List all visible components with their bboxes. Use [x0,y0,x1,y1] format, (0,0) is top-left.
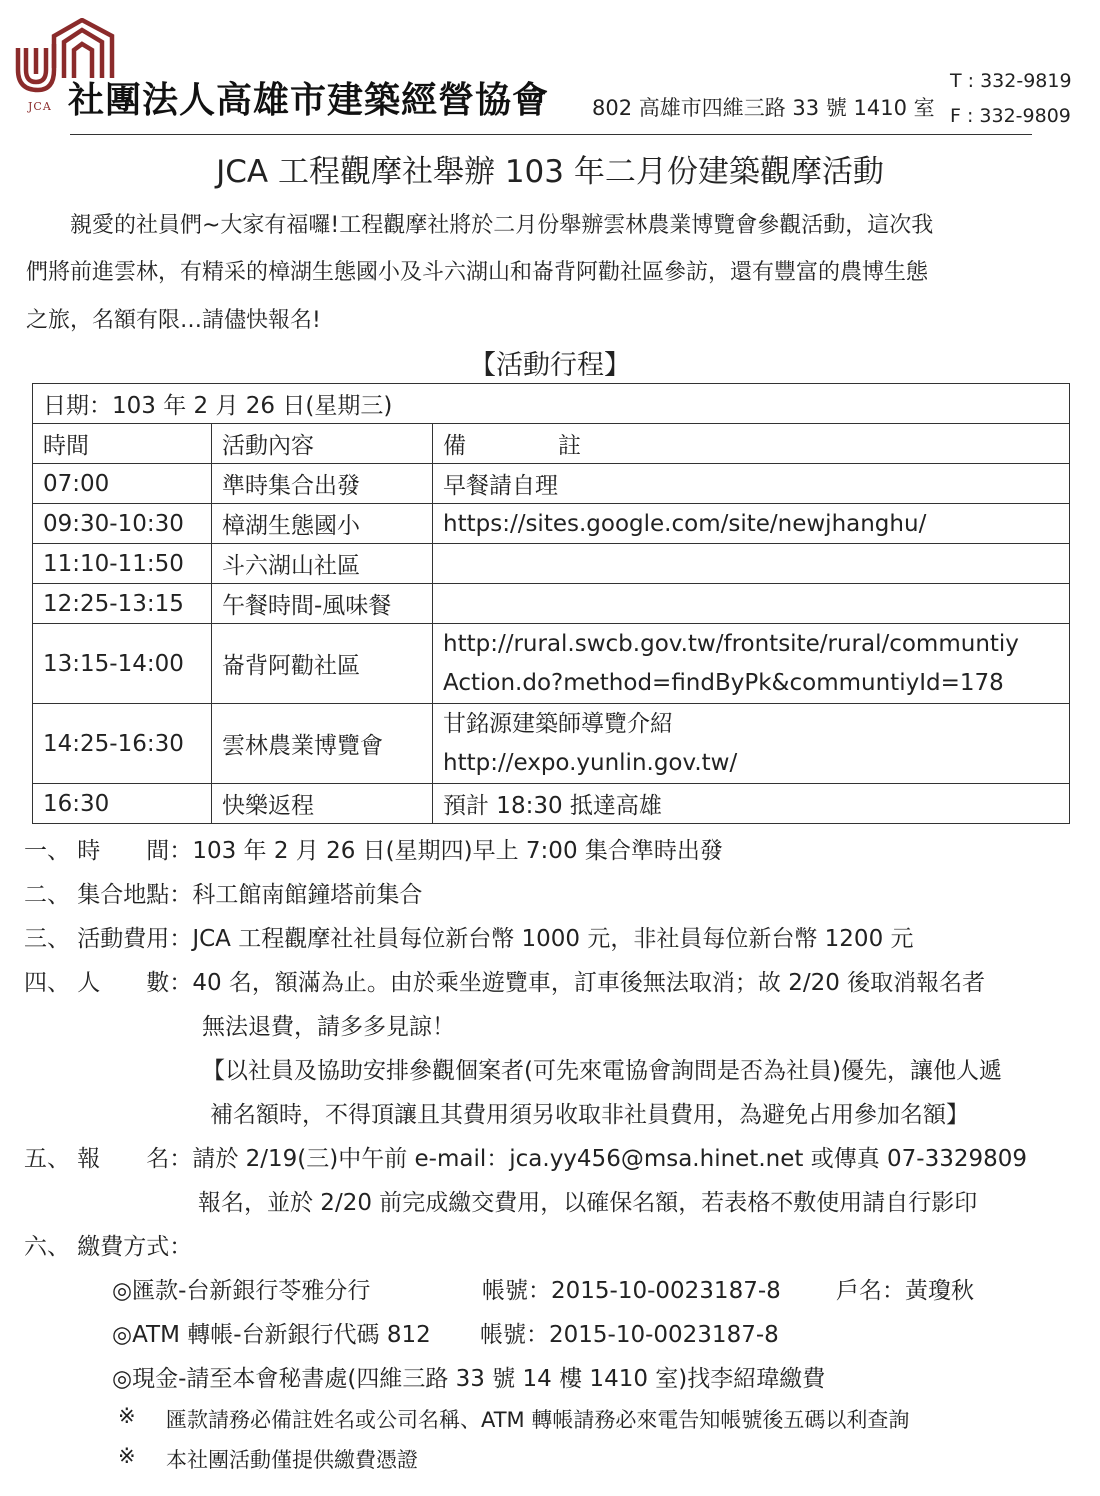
info-time [24,832,723,865]
schedule-heading: 【活動行程】 [469,350,631,381]
note-mark-1: ※ [118,1404,136,1428]
payment-atm-account: 帳號：2015-10-0023187-8 [480,1322,779,1348]
row-time: 12:25-13:15 [33,584,212,624]
row-activity: 樟湖生態國小 [212,504,433,544]
payment-atm: ◎ATM 轉帳-台新銀行代碼 812 [112,1322,431,1348]
table-row [33,504,1070,544]
row-note [433,624,1070,704]
row-note-link-line-2[interactable]: Action.do?method=findByPk&communtiyId=178 [443,669,1004,696]
payment-remit-account: 帳號：2015-10-0023187-8 [482,1278,781,1304]
telephone-number: T : 332-9819 [950,70,1072,92]
row-note: 預計 18:30 抵達高雄 [433,784,1070,824]
header-activity: 活動內容 [212,424,433,464]
info-place [24,876,422,909]
info-count-line-2: 無法退費，請多多見諒！ [202,1014,455,1040]
table-row [33,704,1070,784]
intro-line-3: 之旅，名額有限…請儘快報名! [26,308,321,333]
document-title: JCA 工程觀摩社舉辦 103 年二月份建築觀摩活動 [216,154,884,190]
row-time: 16:30 [33,784,212,824]
intro-line-2: 們將前進雲林，有精采的樟湖生態國小及斗六湖山和崙背阿勸社區參訪，還有豐富的農博生態 [26,260,929,285]
header-divider [70,134,1032,135]
info-payment-label: 六、 繳費方式： [24,1234,193,1260]
info-count-value: 40 名，額滿為止。由於乘坐遊覽車，訂車後無法取消；故 2/20 後取消報名者 [192,970,986,996]
info-time-value: 103 年 2 月 26 日(星期四)早上 7:00 集合準時出發 [192,838,723,864]
row-time: 14:25-16:30 [33,704,212,784]
note-1: 匯款請務必備註姓名或公司名稱、ATM 轉帳請務必來電告知帳號後五碼以利查詢 [166,1408,910,1432]
row-note-link-line-2[interactable]: http://expo.yunlin.gov.tw/ [443,749,738,776]
info-time-label: 一、 時 間： [24,838,193,864]
row-time: 11:10-11:50 [33,544,212,584]
info-place-label: 二、 集合地點： [24,882,193,908]
row-note-link[interactable]: https://sites.google.com/site/newjhanghu/ [433,504,1070,544]
row-time: 07:00 [33,464,212,504]
schedule-date: 日期：103 年 2 月 26 日(星期三) [33,384,1070,424]
row-activity: 準時集合出發 [212,464,433,504]
organization-address: 802 高雄市四維三路 33 號 1410 室 [592,96,935,120]
note-2: 本社團活動僅提供繳費憑證 [166,1448,418,1472]
info-count-label: 四、 人 數： [24,970,193,996]
row-activity: 斗六湖山社區 [212,544,433,584]
row-activity: 午餐時間-風味餐 [212,584,433,624]
info-fee-label: 三、 活動費用： [24,926,193,952]
fax-number: F : 332-9809 [950,105,1071,127]
info-fee [24,920,914,953]
info-registration [24,1140,1027,1173]
date-row [33,384,1070,424]
table-header-row [33,424,1070,464]
schedule-table [32,383,1070,824]
payment-remit-name: 戶名：黃瓊秋 [836,1278,974,1304]
row-note [433,704,1070,784]
info-count-line-4: 補名額時，不得頂讓且其費用須另收取非社員費用，為避免占用參加名額】 [210,1102,969,1128]
info-registration-value: 請於 2/19(三)中午前 e-mail：jca.yy456@msa.hinet.net 或傳真 07-3329809 [192,1146,1028,1172]
table-row [33,544,1070,584]
row-time: 09:30-10:30 [33,504,212,544]
row-note [433,544,1070,584]
row-note-line-1: 甘銘源建築師導覽介紹 [443,710,673,737]
table-row [33,464,1070,504]
info-fee-value: JCA 工程觀摩社社員每位新台幣 1000 元，非社員每位新台幣 1200 元 [192,926,914,952]
info-registration-line-2: 報名，並於 2/20 前完成繳交費用，以確保名額，若表格不敷使用請自行影印 [198,1190,978,1216]
organization-name: 社團法人高雄市建築經營協會 [68,80,550,121]
info-place-value: 科工館南館鐘塔前集合 [192,882,423,908]
payment-cash: ◎現金-請至本會秘書處(四維三路 33 號 14 樓 1410 室)找李紹瑋繳費 [112,1366,826,1392]
row-note: 早餐請自理 [433,464,1070,504]
row-activity: 崙背阿勸社區 [212,624,433,704]
table-row [33,624,1070,704]
header-note: 備 註 [433,424,1070,464]
payment-remit: ◎匯款-台新銀行苓雅分行 [112,1278,371,1304]
header-time: 時間 [33,424,212,464]
info-registration-label: 五、 報 名： [24,1146,193,1172]
row-activity: 快樂返程 [212,784,433,824]
row-note-link-line-1[interactable]: http://rural.swcb.gov.tw/frontsite/rural/communtiy [443,630,1019,657]
info-count [24,964,985,997]
table-row [33,784,1070,824]
intro-line-1: 親愛的社員們~大家有福囉!工程觀摩社將於二月份舉辦雲林農業博覽會參觀活動，這次我 [26,213,934,238]
table-row [33,584,1070,624]
note-mark-2: ※ [118,1444,136,1468]
row-time: 13:15-14:00 [33,624,212,704]
row-activity: 雲林農業博覽會 [212,704,433,784]
info-count-line-3: 【以社員及協助安排參觀個案者(可先來電協會詢問是否為社員)優先，讓他人遞 [202,1058,1002,1084]
logo-jca-text: JCA [28,100,52,113]
row-note [433,584,1070,624]
